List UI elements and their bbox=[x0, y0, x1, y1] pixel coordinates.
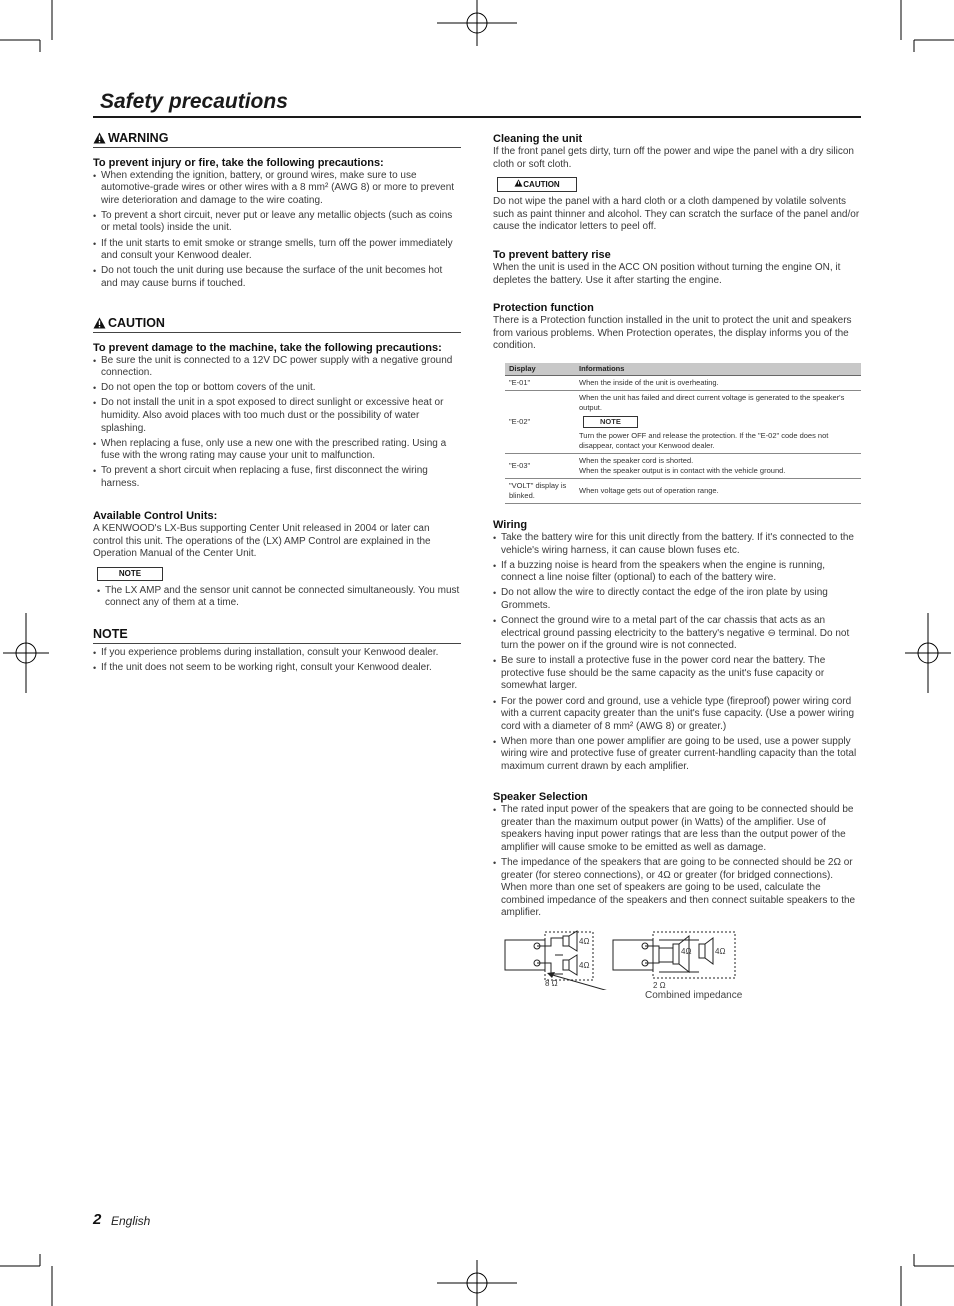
battery-text: When the unit is used in the ACC ON position without turning the engine ON, it depletes the battery. Use it after starting the engine. bbox=[493, 261, 841, 286]
warning-icon bbox=[93, 132, 106, 144]
impedance-label: 4Ω bbox=[579, 960, 590, 970]
list-item: • Do not open the top or bottom covers of the unit. bbox=[93, 382, 461, 395]
table-cell: When the unit has failed and direct current voltage is generated to the speaker's output. NOTE Turn the power OFF and release the protection. If the "E-02" code does not disappear, contact your Kenwood dealer. bbox=[575, 390, 861, 453]
speaker-list bbox=[493, 804, 861, 920]
title-rule bbox=[93, 116, 861, 118]
list-item: • The LX AMP and the sensor unit cannot be connected simultaneously. You must connect any of them at a time. bbox=[97, 585, 461, 610]
list-item: • If the unit starts to emit smoke or strange smells, turn off the power immediately and consult your Kenwood dealer. bbox=[93, 238, 461, 263]
note-list bbox=[93, 647, 461, 675]
right-column bbox=[493, 132, 861, 1008]
cleaning-text: If the front panel gets dirty, turn off the power and wipe the panel with a dry silicon cloth or soft cloth. bbox=[493, 146, 854, 170]
control-units-text: A KENWOOD's LX-Bus supporting Center Unit released in 2004 or later can control this unit. The operations of the (LX) AMP Control are explained in the Operation Manual of the Center Unit. bbox=[93, 522, 431, 560]
left-column bbox=[93, 132, 461, 677]
list-item: • Be sure the unit is connected to a 12V DC power supply with a negative ground connection. bbox=[93, 355, 461, 380]
list-item: • Take the battery wire for this unit directly from the battery. If it's connected to the vehicle's wiring harness, it can cause blown fuses etc. bbox=[493, 532, 861, 557]
impedance-label: 4Ω bbox=[579, 936, 590, 946]
caution-list bbox=[93, 355, 461, 491]
page-language: English bbox=[111, 1214, 151, 1228]
protection-heading: Protection function bbox=[493, 302, 594, 315]
protection-table bbox=[505, 363, 861, 504]
speaker-heading: Speaker Selection bbox=[493, 791, 588, 804]
table-cell: When voltage gets out of operation range. bbox=[575, 478, 861, 503]
list-item: • Do not allow the wire to directly contact the edge of the iron plate by using Grommets. bbox=[493, 587, 861, 612]
list-item: • Do not install the unit in a spot exposed to direct sunlight or excessive heat or humidity. Also avoid places with too much dust or the possibility of water splashing. bbox=[93, 397, 461, 435]
caution-intro: To prevent damage to the machine, take the following precautions: bbox=[93, 341, 442, 354]
warning-intro: To prevent injury or fire, take the following precautions: bbox=[93, 156, 384, 169]
caution-icon bbox=[93, 317, 106, 329]
list-item: • If you experience problems during installation, consult your Kenwood dealer. bbox=[93, 647, 461, 660]
list-item: • If the unit does not seem to be working right, consult your Kenwood dealer. bbox=[93, 662, 461, 675]
list-item: • When extending the ignition, battery, or ground wires, make sure to use automotive-grade wires or other wires with a 8 mm² (AWG 8) or more to prevent wire deterioration and damage to the wire coating. bbox=[93, 170, 461, 208]
list-item: • Connect the ground wire to a metal part of the car chassis that acts as an electrical ground passing electricity to the battery's negative ⊖ terminal. Do not turn the power on if the ground wire is not connected. bbox=[493, 615, 861, 653]
table-cell: "E-03" bbox=[505, 453, 575, 478]
wiring-heading: Wiring bbox=[493, 518, 528, 531]
table-cell: "E-02" bbox=[505, 390, 575, 453]
impedance-diagram bbox=[493, 928, 861, 1008]
table-row bbox=[505, 375, 861, 390]
list-item: • If a buzzing noise is heard from the speakers when the engine is running, connect a line noise filter (optional) to each of the battery wire. bbox=[493, 560, 861, 585]
warning-list bbox=[93, 170, 461, 291]
control-units-note-list bbox=[93, 585, 461, 610]
table-header-row bbox=[505, 363, 861, 376]
note-heading: NOTE bbox=[93, 628, 461, 644]
warning-heading: WARNING bbox=[93, 132, 461, 148]
list-item: • To prevent a short circuit when replacing a fuse, first disconnect the wiring harness. bbox=[93, 465, 461, 490]
table-row bbox=[505, 390, 861, 453]
page-title: Safety precautions bbox=[100, 90, 288, 113]
page-number: 2 bbox=[93, 1211, 102, 1228]
list-item: • Be sure to install a protective fuse in the power cord near the battery. The protective fuse should be the same capacity as the unit's fuse capacity or somewhat larger. bbox=[493, 655, 861, 693]
list-item: • To prevent a short circuit, never put or leave any metallic objects (such as coins or metal tools) inside the unit. bbox=[93, 210, 461, 235]
impedance-label: 4Ω bbox=[715, 946, 726, 956]
impedance-total: 8 Ω bbox=[545, 978, 558, 988]
impedance-label: 4Ω bbox=[681, 946, 692, 956]
cleaning-caution-label: CAUTION bbox=[497, 177, 577, 192]
cleaning-caution-text: Do not wipe the panel with a hard cloth or a cloth dampened by volatile solvents such as paint thinner and alcohol. They can scratch the surface of the panel and/or cause the indicator letters to peel off. bbox=[493, 196, 860, 233]
table-header: Display bbox=[505, 363, 575, 376]
list-item: • When replacing a fuse, only use a new one with the prescribed rating. Using a fuse with the wrong rating may cause your unit to malfunction. bbox=[93, 438, 461, 463]
battery-heading: To prevent battery rise bbox=[493, 248, 611, 261]
table-cell: "E-01" bbox=[505, 375, 575, 390]
caution-heading: CAUTION bbox=[93, 317, 461, 333]
list-item: • Do not touch the unit during use because the surface of the unit becomes hot and may cause burns if touched. bbox=[93, 265, 461, 290]
list-item: • The impedance of the speakers that are going to be connected should be 2Ω or greater (for stereo connections), or 4Ω or greater (for bridged connections). When more than one set of speakers are going to be used, calculate the combined impedance of the speakers and then connect suitable speakers to the amplifier. bbox=[493, 857, 861, 920]
table-note-label: NOTE bbox=[583, 416, 638, 428]
cleaning-heading: Cleaning the unit bbox=[493, 133, 583, 145]
protection-text: There is a Protection function installed in the unit to protect the unit and speakers from various problems. When Protection operates, the display informs you of the condition. bbox=[493, 315, 852, 352]
list-item: • The rated input power of the speakers that are going to be connected should be greater than the maximum output power (in Watts) of the amplifier. Use of speakers having input power ratings that are less than the output power of the amplifier will cause smoke to be emitted as well as damage. bbox=[493, 804, 861, 854]
table-row bbox=[505, 453, 861, 478]
table-header: Informations bbox=[575, 363, 861, 376]
wiring-list bbox=[493, 532, 861, 774]
table-cell: When the speaker cord is shorted. When the speaker output is in contact with the vehicle ground. bbox=[575, 453, 861, 478]
table-row bbox=[505, 478, 861, 503]
caution-icon bbox=[514, 179, 523, 187]
note-label: NOTE bbox=[97, 567, 163, 581]
list-item: • When more than one power amplifier are going to be used, use a power supply wiring wire and protective fuse of greater current-handling capacity than the total maximum current drawn by each amplifier. bbox=[493, 736, 861, 774]
control-units-heading: Available Control Units: bbox=[93, 509, 218, 522]
table-cell: When the inside of the unit is overheating. bbox=[575, 375, 861, 390]
table-cell: "VOLT" display is blinked. bbox=[505, 478, 575, 503]
diagram-caption: Combined impedance bbox=[645, 989, 743, 1001]
impedance-total: 2 Ω bbox=[653, 980, 666, 990]
list-item: • For the power cord and ground, use a vehicle type (fireproof) power wiring cord with a current capacity greater than the unit's fuse capacity. (Use a power wiring cord with a diameter of 8 mm² (AWG 8) or greater.) bbox=[493, 696, 861, 734]
